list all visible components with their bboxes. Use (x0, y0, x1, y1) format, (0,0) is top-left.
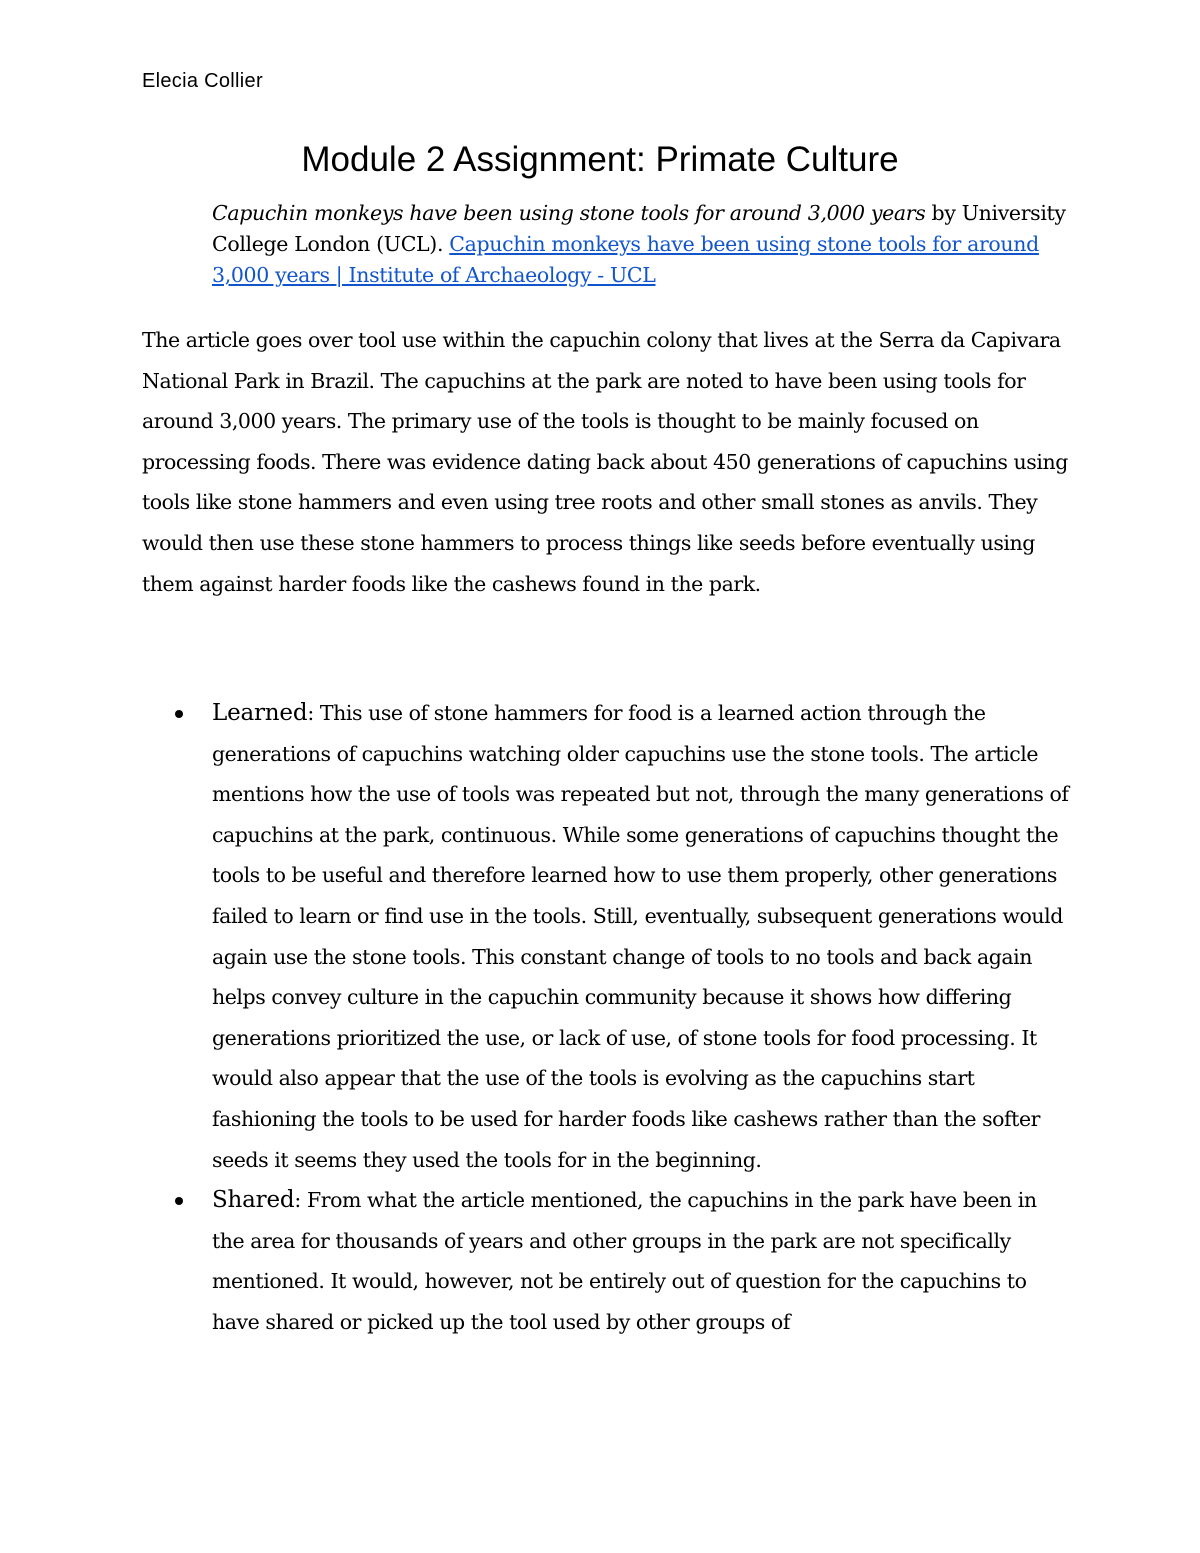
author-header: Elecia Collier (142, 70, 263, 92)
list-item-term: Shared (212, 1187, 295, 1214)
citation (212, 198, 1082, 291)
citation-link[interactable]: Capuchin monkeys have been using stone tools for around 3,000 years | Institute of Archaeology - UCL (212, 232, 1039, 287)
list-item-text: : This use of stone hammers for food is a learned action through the generations of capuchins watching older capuchins use the stone tools. The article mentions how the use of tools was repeated but not, through the many generations of capuchins at the park, continuous. While some generations of capuchins thought the tools to be useful and therefore learned how to use them properly, other generations failed to learn or find use in the tools. Still, eventually, subsequent generations would again use the stone tools. This constant change of tools to no tools and back again helps convey culture in the capuchin community because it shows how differing generations prioritized the use, or lack of use, of stone tools for food processing. It would also appear that the use of the tools is evolving as the capuchins start fashioning the tools to be used for harder foods like cashews rather than the softer seeds it seems they used the tools for in the beginning. (212, 701, 1069, 1172)
bullet-icon (175, 710, 183, 718)
list-item-learned (142, 693, 1072, 1180)
list-item-term: Learned (212, 700, 308, 726)
body-paragraph: The article goes over tool use within the capuchin colony that lives at the Serra da Capivara National Park in Brazil. The capuchins at the park are noted to have been using tools for around 3,000 years. The primary use of the tools is thought to be mainly focused on processing foods. There was evidence dating back about 450 generations of capuchins using tools like stone hammers and even using tree roots and other small stones as anvils. They would then use these stone hammers to process things like seeds before eventually using them against harder foods like the cashews found in the park. (142, 328, 1068, 596)
bullet-icon (175, 1197, 183, 1205)
citation-article-title: Capuchin monkeys have been using stone tools for around 3,000 years (212, 201, 926, 225)
list-item-shared (142, 1180, 1072, 1342)
culture-traits-list (142, 693, 1072, 1343)
citation-source: by University College London (UCL). (212, 201, 1066, 256)
list-item-text: : From what the article mentioned, the capuchins in the park have been in the area for thousands of years and other groups in the park are not specifically mentioned. It would, however, not be entirely out of question for the capuchins to have shared or picked up the tool used by other groups of (212, 1188, 1037, 1334)
document-title: Module 2 Assignment: Primate Culture (301, 140, 899, 179)
